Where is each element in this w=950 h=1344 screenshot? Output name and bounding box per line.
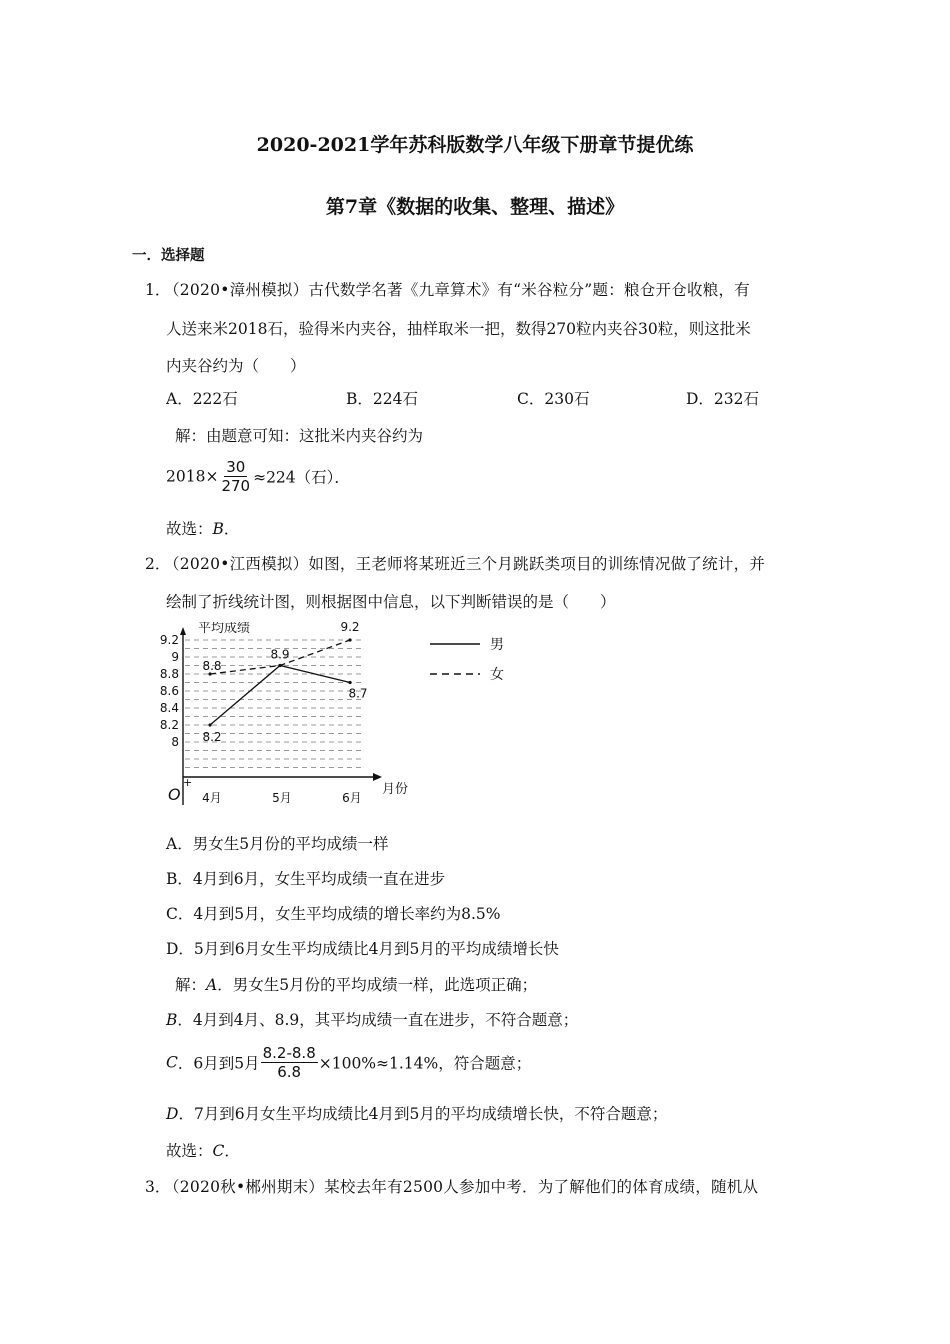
chart-legend xyxy=(430,637,504,683)
q2-option-a: A．男女生5月份的平均成绩一样 xyxy=(166,835,389,853)
q2-sol-a-pre: 解： xyxy=(175,976,207,994)
y-axis-label: 平均成绩 xyxy=(198,622,251,636)
y-tick-label: 9 xyxy=(171,650,179,664)
q2-option-b: B．4月到6月，女生平均成绩一直在进步 xyxy=(166,870,446,888)
q2-answer-letter: C xyxy=(212,1142,225,1160)
q2-sol-d-text: ．7月到6月女生平均成绩比4月到5月的平均成绩增长快，不符合题意； xyxy=(178,1105,668,1123)
q1-number: 1． xyxy=(145,281,171,299)
data-point xyxy=(348,681,351,684)
origin-tick: + xyxy=(183,776,193,789)
data-label: 8.9 xyxy=(270,647,290,662)
q1-solution: 解：由题意可知：这批米内夹谷约为 xyxy=(175,427,424,445)
q1-answer xyxy=(166,517,239,539)
y-tick-label: 8.2 xyxy=(160,718,179,732)
legend-label: 男 xyxy=(490,637,504,653)
q1-answer-pre: 故选： xyxy=(166,520,213,538)
q1-fraction xyxy=(219,458,252,495)
x-tick-label: 6月 xyxy=(342,791,362,805)
x-axis-arrow xyxy=(373,773,382,781)
q2-sol-c-post: ×100%≈1.14%，符合题意； xyxy=(318,1054,532,1073)
q1-option-c: C．230石 xyxy=(517,390,590,408)
data-label: 8.8 xyxy=(202,659,222,673)
line-chart xyxy=(160,622,560,812)
q1-formula-post: ≈224（石）． xyxy=(253,468,350,487)
q2-sol-a-text: ．男女生5月份的平均成绩一样，此选项正确； xyxy=(217,976,538,994)
x-tick-label: 4月 xyxy=(202,791,222,805)
legend-label: 女 xyxy=(490,667,504,683)
q2-sol-d-letter: D xyxy=(166,1105,179,1123)
chart-x-ticks xyxy=(202,791,362,805)
q2-solution-d xyxy=(166,1102,667,1124)
x-axis-label: 月份 xyxy=(382,782,409,797)
y-axis-arrow xyxy=(180,627,186,635)
data-point xyxy=(348,638,351,641)
q2-sol-b-text: ．4月到4月、8.9，其平均成绩一直在进步，不符合题意； xyxy=(177,1011,579,1029)
doc-title: 2020-2021学年苏科版数学八年级下册章节提优练 xyxy=(256,134,694,156)
data-label: 8.7 xyxy=(348,686,368,701)
chart-y-ticks xyxy=(160,633,179,749)
q2-sol-c-den: 6.8 xyxy=(277,1063,302,1081)
q1-line1: （2020•漳州模拟）古代数学名著《九章算术》有“米谷粒分”题：粮仓开仓收粮，有 xyxy=(164,281,750,299)
q1-formula xyxy=(166,458,350,495)
data-point xyxy=(208,723,211,726)
q1-line2: 人送来米2018石，验得米内夹谷，抽样取米一把，数得270粒内夹谷30粒，则这批米 xyxy=(166,320,751,338)
q1-answer-letter: B xyxy=(212,520,224,538)
q2-solution-a xyxy=(175,973,537,995)
y-tick-label: 8.6 xyxy=(160,684,179,698)
doc-subtitle: 第7章《数据的收集、整理、描述》 xyxy=(325,196,625,218)
q2-line2: 绘制了折线统计图，则根据图中信息，以下判断错误的是（ ） xyxy=(166,593,616,611)
q2-sol-c-letter: C xyxy=(166,1053,178,1072)
q1-option-b: B．224石 xyxy=(346,390,418,408)
q2-option-c: C．4月到5月，女生平均成绩的增长率约为8.5% xyxy=(166,905,501,923)
q2-sol-b-letter: B xyxy=(166,1011,178,1029)
origin-label: O xyxy=(168,785,181,804)
q2-solution-c xyxy=(166,1044,531,1081)
q2-sol-c-num: 8.2-8.8 xyxy=(262,1044,316,1062)
q2-option-d: D．5月到6月女生平均成绩比4月到5月的平均成绩增长快 xyxy=(166,940,559,958)
q2-sol-a-letter: A xyxy=(206,976,218,994)
y-tick-label: 8.4 xyxy=(160,701,179,715)
line-chart-svg xyxy=(160,622,560,812)
q2-answer xyxy=(166,1139,240,1161)
y-tick-label: 9.2 xyxy=(160,633,179,647)
section-heading: 一．选择题 xyxy=(132,247,205,264)
y-tick-label: 8 xyxy=(171,735,179,749)
q1-formula-pre: 2018× xyxy=(166,467,219,486)
data-point xyxy=(278,664,281,667)
q2-answer-pre: 故选： xyxy=(166,1142,213,1160)
q2-line1: （2020•江西模拟）如图，王老师将某班近三个月跳跃类项目的训练情况做了统计，并 xyxy=(164,555,766,573)
data-label: 8.2 xyxy=(202,730,222,744)
q1-line3: 内夹谷约为（ ） xyxy=(166,357,306,375)
q1-option-d: D．232石 xyxy=(686,390,760,408)
q1-fraction-num: 30 xyxy=(226,458,246,476)
q2-solution-b xyxy=(166,1008,578,1030)
q2-sol-c-fraction xyxy=(261,1044,318,1081)
data-label: 9.2 xyxy=(340,622,360,634)
q2-answer-post: ． xyxy=(224,1142,240,1160)
q1-fraction-den: 270 xyxy=(221,477,251,495)
q1-answer-post: ． xyxy=(223,520,240,538)
y-tick-label: 8.8 xyxy=(160,667,179,681)
q2-number: 2． xyxy=(145,555,171,573)
q2-sol-c-pre: ．6月到5月 xyxy=(177,1054,260,1073)
q1-option-a: A．222石 xyxy=(166,390,238,408)
q3-line1: （2020秋•郴州期末）某校去年有2500人参加中考．为了解他们的体育成绩，随机从 xyxy=(164,1178,759,1196)
x-tick-label: 5月 xyxy=(272,791,292,805)
q3-number: 3． xyxy=(145,1178,171,1196)
